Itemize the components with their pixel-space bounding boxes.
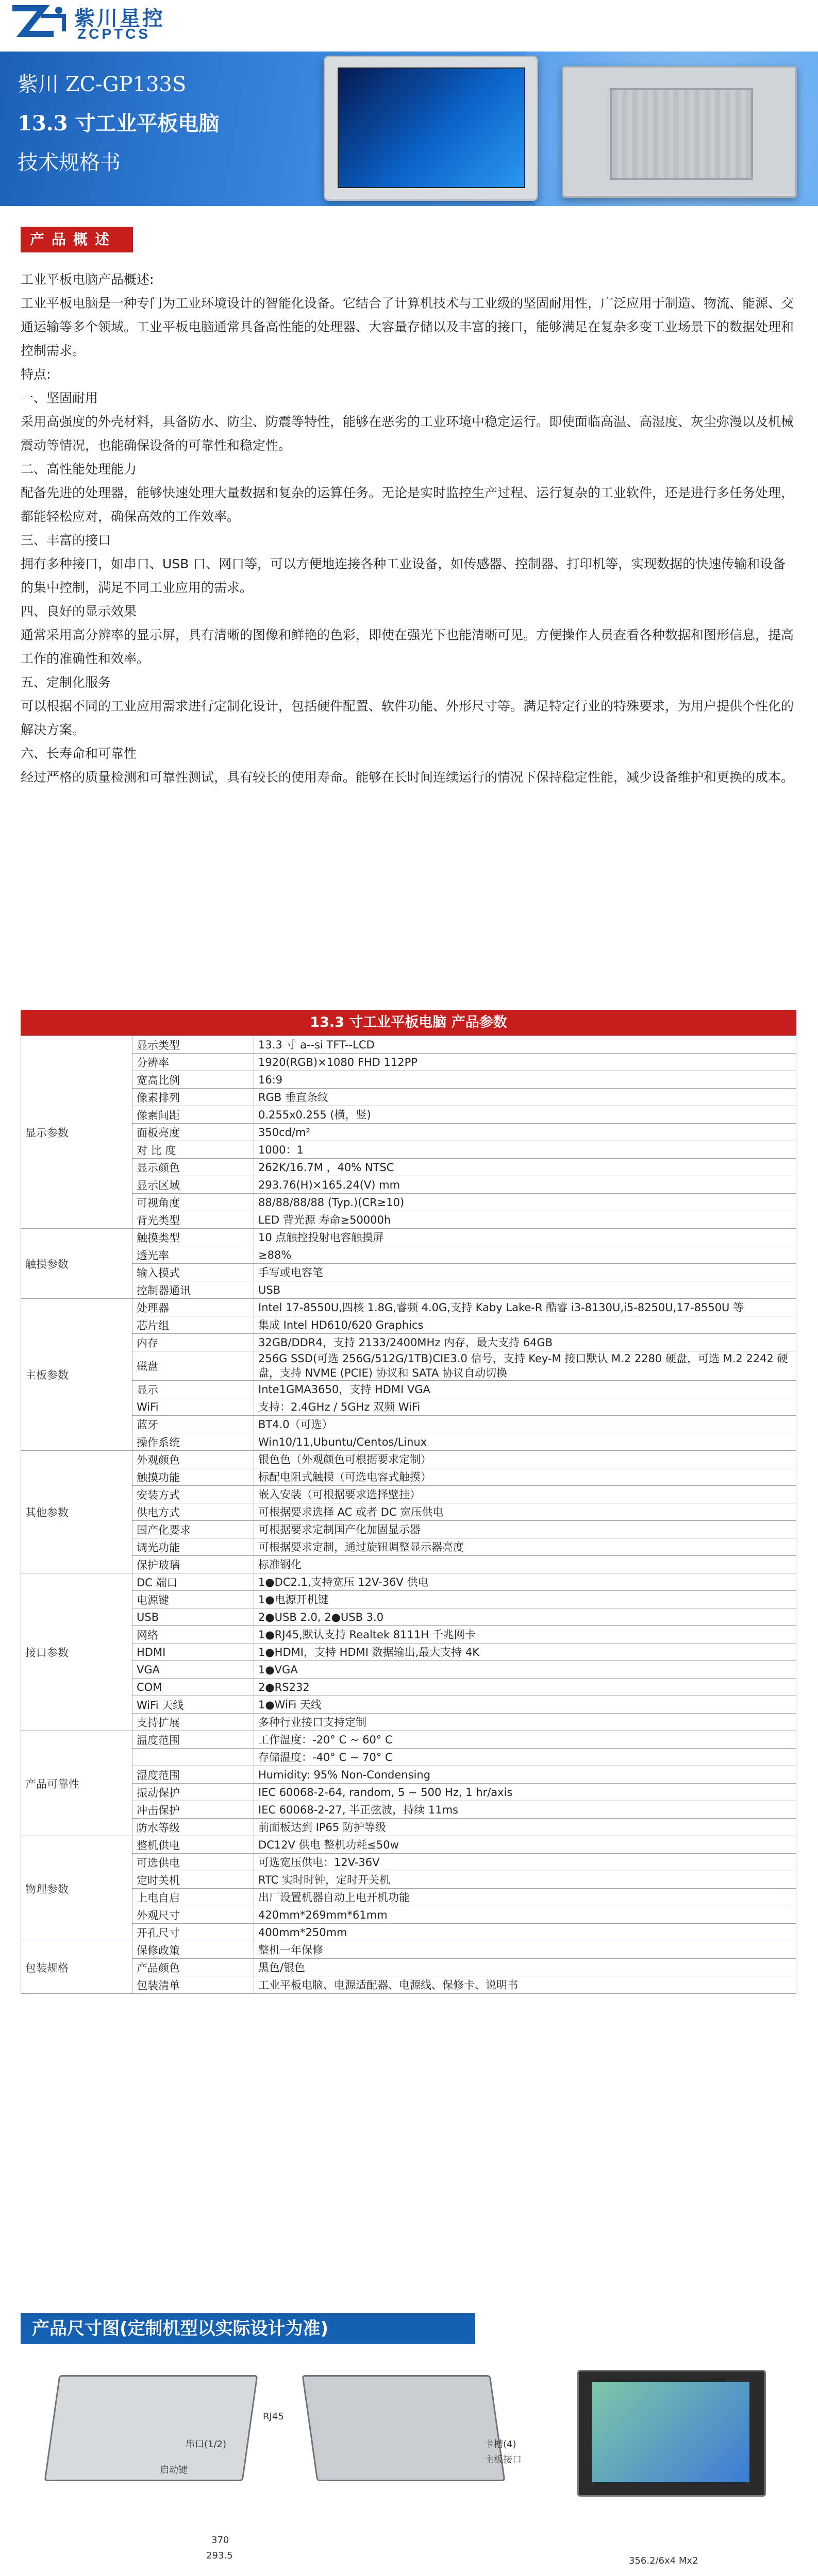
- spec-row: [21, 1819, 796, 1836]
- spec-value: 银色色（外观颜色可根据要求定制）: [254, 1451, 796, 1468]
- spec-row: [21, 1854, 796, 1871]
- spec-row: [21, 1924, 796, 1941]
- spec-key: 像素排列: [132, 1089, 254, 1106]
- spec-group-name: 接口参数: [21, 1573, 132, 1731]
- spec-table: [21, 1010, 796, 1994]
- spec-row: [21, 1801, 796, 1819]
- spec-row: [21, 1176, 796, 1194]
- feature-desc: 拥有多种接口，如串口、USB 口、网口等，可以方便地连接各种工业设备，如传感器、控制器、打印机等，实现数据的快速传输和设备的集中控制，满足不同工业应用的需求。: [21, 556, 786, 595]
- overview-header: 产品概述: [21, 227, 133, 252]
- spec-key: 控制器通讯: [132, 1281, 254, 1299]
- spec-row: [21, 1124, 796, 1141]
- spec-row: [21, 1486, 796, 1503]
- feature-title: 一、坚固耐用: [21, 391, 98, 405]
- spec-key: USB: [132, 1608, 254, 1626]
- spec-key: [132, 1749, 254, 1766]
- spec-title: 13.3 寸工业平板电脑 产品参数: [21, 1010, 796, 1036]
- spec-value: Inte1GMA3650，支持 HDMI VGA: [254, 1381, 796, 1398]
- spec-value: 1●VGA: [254, 1661, 796, 1679]
- spec-value: DC12V 供电 整机功耗≤50w: [254, 1836, 796, 1854]
- feature-title: 五、定制化服务: [21, 675, 111, 690]
- spec-key: 冲击保护: [132, 1801, 254, 1819]
- spec-row: [21, 1246, 796, 1264]
- spec-row: [21, 1959, 796, 1976]
- spec-value: 2●USB 2.0, 2●USB 3.0: [254, 1608, 796, 1626]
- spec-row: [21, 1976, 796, 1994]
- spec-row: [21, 1451, 796, 1468]
- brand-logo-icon: [7, 3, 69, 44]
- spec-value: 标配电阻式触摸（可选电容式触摸）: [254, 1468, 796, 1486]
- spec-row: [21, 1749, 796, 1766]
- product-front-image: [324, 56, 538, 201]
- spec-key: 背光类型: [132, 1211, 254, 1229]
- spec-key: 触摸类型: [132, 1229, 254, 1246]
- feature-title: 三、丰富的接口: [21, 533, 111, 548]
- intro-text: 工业平板电脑是一种专门为工业环境设计的智能化设备。它结合了计算机技术与工业级的坚固耐用性，广泛应用于制造、物流、能源、交通运输等多个领域。工业平板电脑通常具备高性能的处理器、大容量存储以及丰富的接口，能够满足在复杂多变工业场景下的数据处理和控制需求。: [21, 296, 794, 358]
- spec-row: [21, 1696, 796, 1714]
- spec-row: [21, 1643, 796, 1661]
- label-card-slot: 卡槽(4): [485, 2439, 516, 2450]
- spec-value: 88/88/88/88 (Typ.)(CR≥10): [254, 1194, 796, 1211]
- spec-row: [21, 1141, 796, 1159]
- spec-key: 可选供电: [132, 1854, 254, 1871]
- dim-inner-width: 293.5: [206, 2550, 233, 2561]
- spec-key: 产品颜色: [132, 1959, 254, 1976]
- spec-value: Win10/11,Ubuntu/Centos/Linux: [254, 1433, 796, 1451]
- spec-row: [21, 1351, 796, 1381]
- banner-model: 紫川 ZC-GP133S: [18, 73, 187, 96]
- spec-value: 1●DC2.1,支持宽压 12V-36V 供电: [254, 1573, 796, 1591]
- spec-value: ≥88%: [254, 1246, 796, 1264]
- spec-value: 1●电源开机键: [254, 1591, 796, 1608]
- spec-value: 可根据要求选择 AC 或者 DC 宽压供电: [254, 1503, 796, 1521]
- spec-value: BT4.0（可选）: [254, 1416, 796, 1433]
- device-iso-view-2: [302, 2375, 506, 2481]
- spec-value: 1920(RGB)×1080 FHD 112PP: [254, 1054, 796, 1071]
- overview-text: [21, 268, 796, 789]
- spec-key: 操作系统: [132, 1433, 254, 1451]
- feature-desc: 经过严格的质量检测和可靠性测试，具有较长的使用寿命。能够在长时间连续运行的情况下保持稳定性能，减少设备维护和更换的成本。: [21, 770, 794, 785]
- spec-row: [21, 1211, 796, 1229]
- spec-row: [21, 1054, 796, 1071]
- spec-group-name: 主板参数: [21, 1299, 132, 1451]
- spec-key: 开孔尺寸: [132, 1924, 254, 1941]
- spec-key: 显示颜色: [132, 1159, 254, 1176]
- spec-value: 1●WiFi 天线: [254, 1696, 796, 1714]
- spec-key: 显示区域: [132, 1176, 254, 1194]
- spec-row: [21, 1591, 796, 1608]
- spec-row: [21, 1661, 796, 1679]
- spec-key: 输入模式: [132, 1264, 254, 1281]
- spec-value: 黑色/银色: [254, 1959, 796, 1976]
- spec-key: 定时关机: [132, 1871, 254, 1889]
- spec-key: WiFi 天线: [132, 1696, 254, 1714]
- spec-key: HDMI: [132, 1643, 254, 1661]
- spec-row: [21, 1036, 796, 1054]
- spec-value: 存储温度：-40° C ~ 70° C: [254, 1749, 796, 1766]
- spec-row: [21, 1608, 796, 1626]
- spec-value: 可根据要求定制国产化加固显示器: [254, 1521, 796, 1538]
- spec-key: 支持扩展: [132, 1714, 254, 1731]
- feature-desc: 采用高强度的外壳材料，具备防水、防尘、防震等特性，能够在恶劣的工业环境中稳定运行。即使面临高温、高湿度、灰尘弥漫以及机械震动等情况，也能确保设备的可靠性和稳定性。: [21, 414, 794, 453]
- logo-bar: [0, 0, 818, 52]
- spec-value: 2●RS232: [254, 1679, 796, 1696]
- feature-desc: 配备先进的处理器，能够快速处理大量数据和复杂的运算任务。无论是实时监控生产过程、运行复杂的工业软件，还是进行多任务处理，都能轻松应对，确保高效的工作效率。: [21, 485, 794, 524]
- spec-row: [21, 1089, 796, 1106]
- dimensions-header: 产品尺寸图(定制机型以实际设计为准): [21, 2313, 475, 2344]
- spec-value: 32GB/DDR4，支持 2133/2400MHz 内存，最大支持 64GB: [254, 1334, 796, 1351]
- spec-row: [21, 1731, 796, 1749]
- spec-key: 电源键: [132, 1591, 254, 1608]
- spec-group-name: 产品可靠性: [21, 1731, 132, 1836]
- spec-row: [21, 1299, 796, 1316]
- spec-value: LED 背光源 寿命≥50000h: [254, 1211, 796, 1229]
- brand-name-en: ZCPTCS: [77, 26, 151, 42]
- spec-value: 出厂设置机器自动上电开机功能: [254, 1889, 796, 1906]
- spec-value: 支持：2.4GHz / 5GHz 双频 WiFi: [254, 1398, 796, 1416]
- spec-value: 工作温度：-20° C ~ 60° C: [254, 1731, 796, 1749]
- spec-row: [21, 1106, 796, 1124]
- title-banner: [0, 52, 818, 206]
- product-back-image: [562, 66, 797, 198]
- spec-value: 16:9: [254, 1071, 796, 1089]
- intro-title: 工业平板电脑产品概述:: [21, 272, 154, 287]
- spec-row: [21, 1334, 796, 1351]
- banner-doc-type: 技术规格书: [18, 151, 121, 175]
- label-mainboard: 主板接口: [485, 2454, 522, 2465]
- spec-key: 蓝牙: [132, 1416, 254, 1433]
- features-title: 特点:: [21, 367, 51, 382]
- spec-value: 0.255x0.255 (横，竖): [254, 1106, 796, 1124]
- spec-row: [21, 1071, 796, 1089]
- spec-group-name: 包装规格: [21, 1941, 132, 1994]
- spec-value: 标准钢化: [254, 1556, 796, 1573]
- spec-row: [21, 1556, 796, 1573]
- label-rj45: RJ45: [263, 2411, 284, 2422]
- spec-key: 芯片组: [132, 1316, 254, 1334]
- spec-key: 面板亮度: [132, 1124, 254, 1141]
- spec-value: 手写或电容笔: [254, 1264, 796, 1281]
- spec-key: 显示: [132, 1381, 254, 1398]
- spec-key: 安装方式: [132, 1486, 254, 1503]
- spec-row: [21, 1159, 796, 1176]
- spec-value: Intel 17-8550U,四核 1.8G,睿频 4.0G,支持 Kaby Lake-R 酷睿 i3-8130U,i5-8250U,17-8550U 等: [254, 1299, 796, 1316]
- spec-value: 嵌入安装（可根据要求选择壁挂）: [254, 1486, 796, 1503]
- spec-key: 外观颜色: [132, 1451, 254, 1468]
- spec-row: [21, 1836, 796, 1854]
- spec-key: VGA: [132, 1661, 254, 1679]
- spec-key: 国产化要求: [132, 1521, 254, 1538]
- spec-key: 防水等级: [132, 1819, 254, 1836]
- spec-row: [21, 1381, 796, 1398]
- spec-row: [21, 1871, 796, 1889]
- spec-row: [21, 1538, 796, 1556]
- spec-key: 保护玻璃: [132, 1556, 254, 1573]
- spec-value: 420mm*269mm*61mm: [254, 1906, 796, 1924]
- spec-key: 可视角度: [132, 1194, 254, 1211]
- spec-row: [21, 1766, 796, 1784]
- spec-key: 内存: [132, 1334, 254, 1351]
- spec-value: 1●HDMI，支持 HDMI 数据输出,最大支持 4K: [254, 1643, 796, 1661]
- spec-key: 包装清单: [132, 1976, 254, 1994]
- spec-row: [21, 1906, 796, 1924]
- spec-key: 上电自启: [132, 1889, 254, 1906]
- spec-row: [21, 1316, 796, 1334]
- spec-value: 256G SSD(可选 256G/512G/1TB)CIE3.0 信号，支持 Key-M 接口默认 M.2 2280 硬盘，可选 M.2 2242 硬盘，支持 NVME (PCIE) 协议和 SATA 协议自动切换: [254, 1351, 796, 1381]
- spec-key: 整机供电: [132, 1836, 254, 1854]
- feature-title: 二、高性能处理能力: [21, 462, 137, 477]
- spec-value: USB: [254, 1281, 796, 1299]
- spec-key: 宽高比例: [132, 1071, 254, 1089]
- spec-value: 可选宽压供电：12V-36V: [254, 1854, 796, 1871]
- spec-key: 对 比 度: [132, 1141, 254, 1159]
- spec-row: [21, 1679, 796, 1696]
- spec-value: 13.3 寸 a--si TFT--LCD: [254, 1036, 796, 1054]
- spec-value: IEC 60068-2-64, random, 5 ~ 500 Hz, 1 hr/axis: [254, 1784, 796, 1801]
- spec-value: 前面板达到 IP65 防护等级: [254, 1819, 796, 1836]
- dimension-drawings: [21, 2360, 796, 2576]
- spec-row: [21, 1264, 796, 1281]
- spec-key: 透光率: [132, 1246, 254, 1264]
- spec-value: 1000：1: [254, 1141, 796, 1159]
- feature-title: 六、长寿命和可靠性: [21, 746, 137, 761]
- spec-key: 湿度范围: [132, 1766, 254, 1784]
- spec-key: 像素间距: [132, 1106, 254, 1124]
- dim-width-top: 370: [211, 2535, 229, 2546]
- feature-desc: 可以根据不同的工业应用需求进行定制化设计，包括硬件配置、软件功能、外形尺寸等。满足特定行业的特殊要求，为用户提供个性化的解决方案。: [21, 699, 794, 737]
- spec-value: RGB 垂直条纹: [254, 1089, 796, 1106]
- spec-key: 温度范围: [132, 1731, 254, 1749]
- spec-value: 1●RJ45,默认支持 Realtek 8111H 千兆网卡: [254, 1626, 796, 1643]
- spec-value: 262K/16.7M ，40% NTSC: [254, 1159, 796, 1176]
- spec-key: 处理器: [132, 1299, 254, 1316]
- spec-row: [21, 1398, 796, 1416]
- device-iso-view-3: [577, 2370, 766, 2497]
- spec-row: [21, 1626, 796, 1643]
- spec-group-name: 物理参数: [21, 1836, 132, 1941]
- spec-row: [21, 1468, 796, 1486]
- spec-row: [21, 1433, 796, 1451]
- spec-value: 整机一年保修: [254, 1941, 796, 1959]
- features-list: [21, 386, 796, 789]
- spec-row: [21, 1784, 796, 1801]
- spec-key: DC 端口: [132, 1573, 254, 1591]
- spec-key: 显示类型: [132, 1036, 254, 1054]
- spec-row: [21, 1889, 796, 1906]
- spec-group-name: 显示参数: [21, 1036, 132, 1229]
- label-start-key: 启动键: [160, 2465, 188, 2476]
- banner-product: 13.3 寸工业平板电脑: [18, 111, 220, 135]
- spec-row: [21, 1714, 796, 1731]
- feature-desc: 通常采用高分辨率的显示屏，具有清晰的图像和鲜艳的色彩，即使在强光下也能清晰可见。方便操作人员查看各种数据和图形信息，提高工作的准确性和效率。: [21, 628, 794, 666]
- spec-value: 工业平板电脑、电源适配器、电源线、保修卡、说明书: [254, 1976, 796, 1994]
- spec-row: [21, 1521, 796, 1538]
- spec-row: [21, 1194, 796, 1211]
- spec-key: COM: [132, 1679, 254, 1696]
- spec-value: RTC 实时时钟，定时开关机: [254, 1871, 796, 1889]
- spec-row: [21, 1573, 796, 1591]
- spec-row: [21, 1416, 796, 1433]
- spec-value: 400mm*250mm: [254, 1924, 796, 1941]
- spec-group-name: 触摸参数: [21, 1229, 132, 1299]
- spec-key: 外观尺寸: [132, 1906, 254, 1924]
- spec-key: 调光功能: [132, 1538, 254, 1556]
- spec-key: 分辨率: [132, 1054, 254, 1071]
- spec-key: 网络: [132, 1626, 254, 1643]
- spec-key: 供电方式: [132, 1503, 254, 1521]
- spec-row: [21, 1281, 796, 1299]
- spec-value: Humidity: 95% Non-Condensing: [254, 1766, 796, 1784]
- spec-value: 可根据要求定制，通过旋钮调整显示器亮度: [254, 1538, 796, 1556]
- spec-key: 振动保护: [132, 1784, 254, 1801]
- label-com: 串口(1/2): [186, 2439, 227, 2450]
- spec-key: 磁盘: [132, 1351, 254, 1381]
- spec-value: 多种行业接口支持定制: [254, 1714, 796, 1731]
- spec-row: [21, 1941, 796, 1959]
- spec-row: [21, 1229, 796, 1246]
- spec-value: IEC 60068-2-27, 半正弦波，持续 11ms: [254, 1801, 796, 1819]
- spec-grid: [21, 1036, 796, 1994]
- brand-name-cn: 紫川星控: [74, 6, 165, 30]
- spec-value: 集成 Intel HD610/620 Graphics: [254, 1316, 796, 1334]
- spec-value: 293.76(H)×165.24(V) mm: [254, 1176, 796, 1194]
- spec-value: 350cd/m²: [254, 1124, 796, 1141]
- device-iso-view-1: [44, 2375, 258, 2481]
- spec-key: 保修政策: [132, 1941, 254, 1959]
- spec-row: [21, 1503, 796, 1521]
- spec-value: 10 点触控投射电容触摸屏: [254, 1229, 796, 1246]
- dim-hole-spacing: 356.2/6x4 Mx2: [629, 2555, 698, 2566]
- spec-group-name: 其他参数: [21, 1451, 132, 1573]
- spec-key: 触摸功能: [132, 1468, 254, 1486]
- spec-key: WiFi: [132, 1398, 254, 1416]
- feature-title: 四、良好的显示效果: [21, 604, 137, 619]
